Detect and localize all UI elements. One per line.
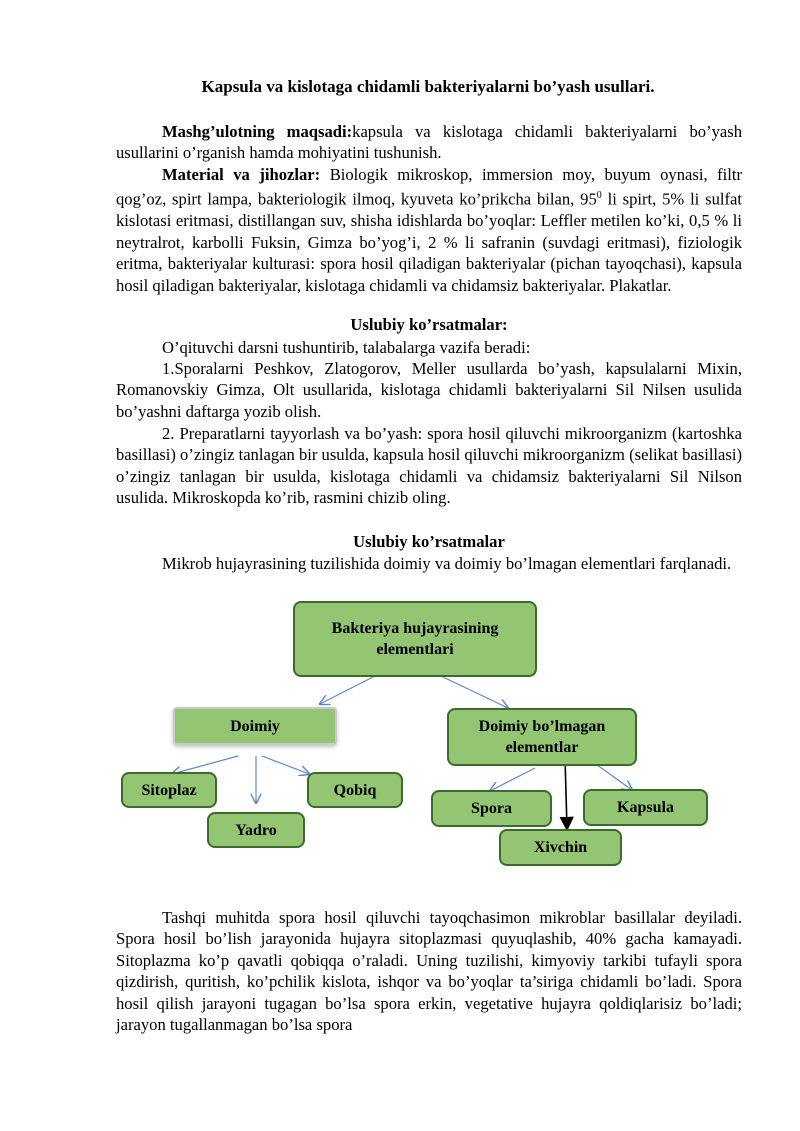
diagram-node-qobiq: Qobiq — [307, 772, 403, 808]
section-heading-1: Uslubiy ko’rsatmalar: — [350, 315, 508, 334]
mikrob-paragraph: Mikrob hujayrasining tuzilishida doimiy va doimiy bo’lmagan elementlari farqlanadi. — [162, 554, 732, 573]
diagram-node-spora: Spora — [431, 790, 552, 827]
degree-superscript: 0 — [596, 190, 602, 202]
goal-label: Mashg’ulotning maqsadi: — [162, 122, 353, 141]
arrow-right-to-xivchin — [565, 758, 567, 828]
section-heading-2: Uslubiy ko’rsatmalar — [353, 532, 505, 551]
materials-text-before: Biologik mikroskop, immersion moy, buyum oynasi, filtr qog’oz, spirt lampa, bakteriologik ilmoq, kyuveta ko’prikcha bilan, 95 — [116, 165, 742, 209]
arrow-root-to-left — [320, 677, 373, 704]
materials-label: Material va jihozlar: — [162, 165, 321, 184]
diagram-root-box: Bakteriya hujayrasining elementlari — [293, 601, 537, 677]
teacher-paragraph: O’qituvchi darsni tushuntirib, talabalarga vazifa beradi: — [162, 338, 531, 357]
bottom-paragraph: Tashqi muhitda spora hosil qiluvchi tayoqchasimon mikroblar basillalar deyiladi. Spora hosil bo’lish jarayonida hujayra sitoplazmasi quyuqlashib, 40% gacha kamayadi. Sitoplazma ko’p qavatli qobiqqa o’raladi. Uning tuzilishi, kimyoviy tarkibi tufayli spora qizdirish, quritish, ko’pchilik kislota, ishqor va bo’yoqlar ta’siriga chidamli bo’ladi. Spora hosil qilish jarayoni tugagan bo’lsa spora erkin, vegetative hujayra qoldiqlarisiz bo’ladi; jarayon tugallanmagan bo’lsa spora — [116, 908, 742, 1035]
diagram-right-box: Doimiy bo’lmagan elementlar — [447, 708, 637, 766]
diagram-node-kapsula: Kapsula — [583, 789, 708, 826]
goal-text: kapsula va kislotaga chidamli bakteriyalarni bo’yash usullarini o’rganish hamda mohiyatini tushunish. — [116, 122, 742, 163]
materials-text-after: li spirt, 5% li sulfat kislotasi eritmasi, distillangan suv, shisha idishlarda bo’yoqlar: Leffler metilen ko’ki, 0,5 % li neytralrot, karbolli Fuksin, Gimza bo’yog’i, 2 % li safranin (suvdagi eritmasi), fiziologik eritma, bakteriyalar kulturasi: spora hosil qiladigan bakteriyalar (pichan tayoqchasi), kapsula hosil qiladigan bakteriyalar, kislotaga chidamli va chidamsiz bakteriyalar. Plakatlar. — [116, 189, 742, 295]
task-item-1: 1.Sporalarni Peshkov, Zlatogorov, Meller usullarda bo’yash, kapsulalarni Mixin, Romanovskiy Gimza, Olt usullarida, kislotaga chidamli bakteriyalarni Sil Nilsen usulida bo’yashni daftarga yozib olish. — [116, 359, 742, 421]
diagram-node-xivchin: Xivchin — [499, 829, 622, 866]
document-title: Kapsula va kislotaga chidamli bakteriyalarni bo’yash usullari. — [201, 77, 655, 96]
arrow-right-to-spora — [490, 768, 535, 791]
diagram-left-box: Doimiy — [173, 707, 337, 745]
arrow-right-to-kapsula — [593, 762, 632, 790]
diagram-node-sitoplaz: Sitoplaz — [121, 772, 217, 808]
diagram-node-yadro: Yadro — [207, 812, 305, 848]
arrow-left-to-qobiq — [262, 756, 309, 774]
arrow-root-to-right — [443, 677, 508, 708]
task-item-2: 2. Preparatlarni tayyorlash va bo’yash: spora hosil qiluvchi mikroorganizm (kartoshka basillasi) o’zingiz tanlagan bir usulda, kapsula hosil qiluvchi mikroorganizm (selikat basillasi) o’zingiz tanlagan bir usulda, kislotaga chidamli va chidamsiz bakteriyalarni Sil Nilson usulida. Mikroskopda ko’rib, rasmini chizib oling. — [116, 424, 742, 508]
